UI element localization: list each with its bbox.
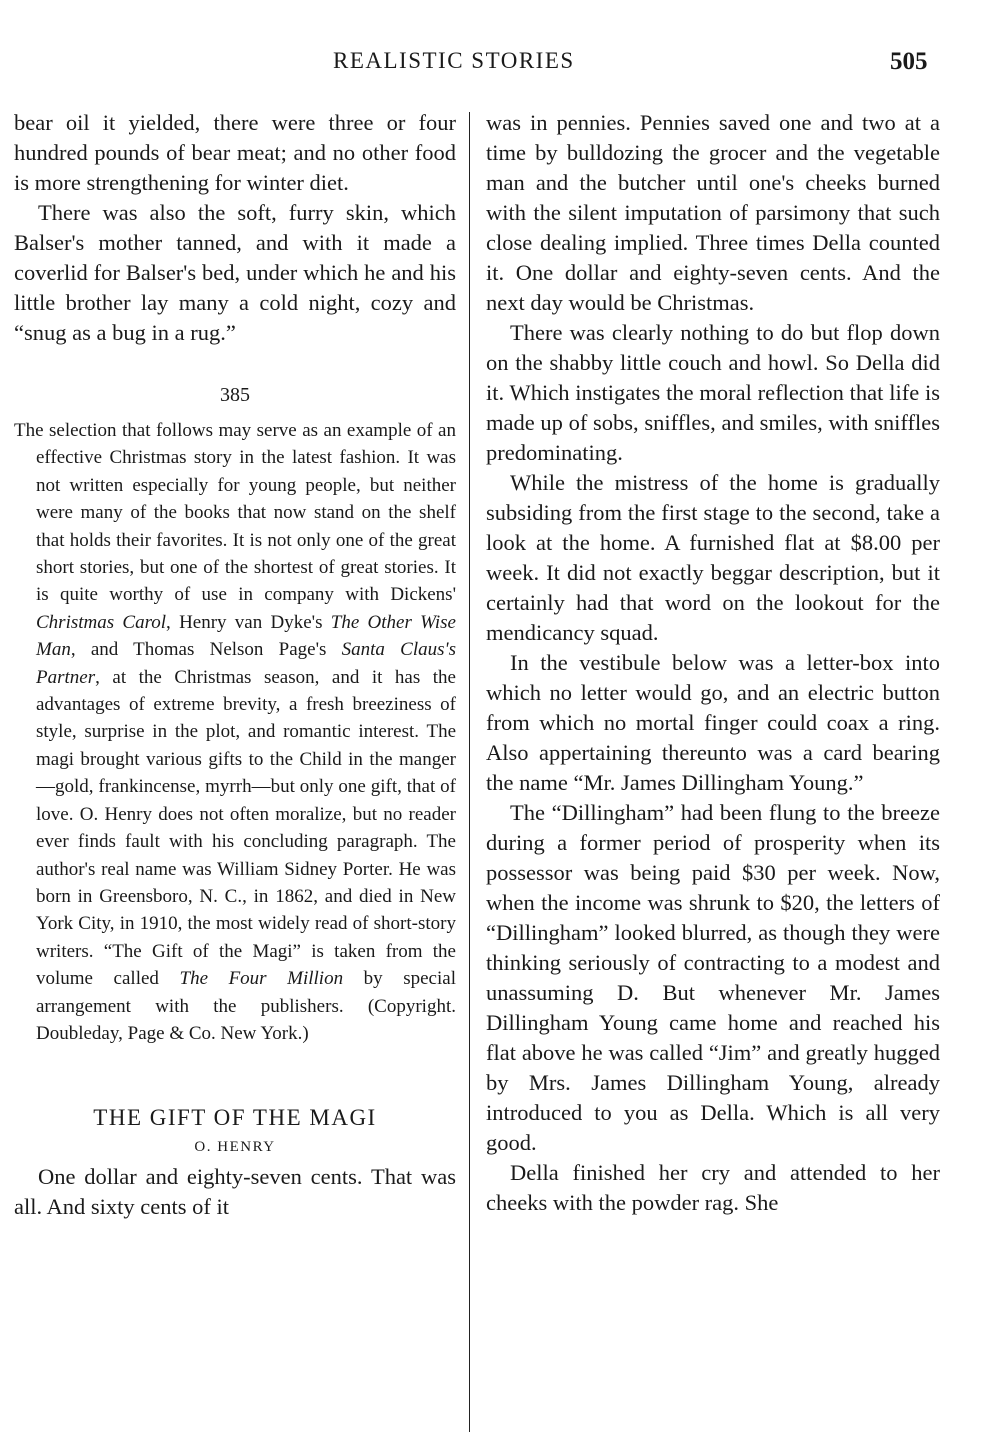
story-title: THE GIFT OF THE MAGI <box>93 1105 377 1131</box>
paragraph-della-cry: Della finished her cry and attended to her cheeks with the powder rag. She <box>486 1160 940 1215</box>
title-four-million: The Four Million <box>179 968 344 990</box>
right-column <box>486 108 940 1218</box>
note-number: 385 <box>220 384 250 406</box>
paragraph-dillingham: The “Dillingham” had been flung to the breeze during a former period of prosperity when its possessor was being paid $30 per week. Now, when the income was shrunk to $20, the letters of “Dillingham” looked blurred, as though they were thinking seriously of contracting to a modest and unassuming D. But whenever Mr. James Dillingham Young came home and reached his flat above he was called “Jim” and greatly hugged by Mrs. James Dillingham Young, already introduced to you as Della. Which is all very good. <box>486 800 940 1155</box>
page-header <box>0 48 1000 88</box>
paragraph-bear-oil: bear oil it yielded, there were three or four hundred pounds of bear meat; and no other food is more strengthening for winter diet. <box>14 110 456 195</box>
paragraph-story-opening: One dollar and eighty-seven cents. That was all. And sixty cents of it <box>14 1164 456 1220</box>
editorial-note: The selection that follows may serve as an example of an effective Christmas story in the latest fashion. It was not written especially for young people, but neither were many of the books that now stand on the shelf that holds their favorites. It is not only one of the great short stories, but one of the shortest of great stories. It is quite worthy of use in company with Dickens' Christmas Carol, Henry van Dyke's The Other Wise Man, and Thomas Nelson Page's Santa Claus's Partner, at the Christmas season, and it has the advantages of extreme brevity, a fresh breeziness of style, surprise in the plot, and romantic interest. The magi brought various gifts to the Child in the manger—gold, frankincense, myrrh—but only one gift, that of love. O. Henry does not often moralize, but no reader ever finds fault with his concluding paragraph. The author's real name was William Sidney Porter. He was born in Greensboro, N. C., in 1862, and died in New York City, in 1910, the most widely read of short-story writers. “The Gift of the Magi” is taken from the volume called The Four Million by special arrangement with the publishers. (Copyright. Doubleday, Page & Co. New York.) <box>14 420 456 1044</box>
title-christmas-carol: Christmas Carol <box>36 611 167 633</box>
paragraph-flop-down: There was clearly nothing to do but flop down on the shabby little couch and howl. So Della did it. Which instigates the moral reflection that life is made up of sobs, sniffles, and smiles, with sniffles predominating. <box>486 320 940 465</box>
page-number: 505 <box>890 48 928 75</box>
story-author: O. HENRY <box>194 1139 276 1156</box>
column-divider <box>469 112 470 1432</box>
left-column <box>14 108 456 1222</box>
title-santa-claus-partner: Santa Claus's Partner <box>36 639 456 688</box>
title-other-wise-man: The Other Wise Man <box>36 611 456 661</box>
running-title: REALISTIC STORIES <box>333 48 575 73</box>
paragraph-home: While the mistress of the home is gradually subsiding from the first stage to the second, take a look at the home. A furnished flat at $8.00 per week. It did not exactly beggar description, but it certainly had that word on the lookout for the mendicancy squad. <box>486 470 940 645</box>
paragraph-vestibule: In the vestibule below was a letter-box into which no letter would go, and an electric button from which no mortal finger could coax a ring. Also appertaining thereunto was a card bearing the name “Mr. James Dillingham Young.” <box>486 650 940 795</box>
paragraph-furry-skin: There was also the soft, furry skin, which Balser's mother tanned, and with it made a coverlid for Balser's bed, under which he and his little brother lay many a cold night, cozy and “snug as a bug in a rug.” <box>14 200 456 345</box>
paragraph-pennies: was in pennies. Pennies saved one and two at a time by bulldozing the grocer and the vegetable man and the butcher until one's cheeks burned with the silent imputation of parsimony that such close dealing implied. Three times Della counted it. One dollar and eighty-seven cents. And the next day would be Christmas. <box>486 110 940 315</box>
